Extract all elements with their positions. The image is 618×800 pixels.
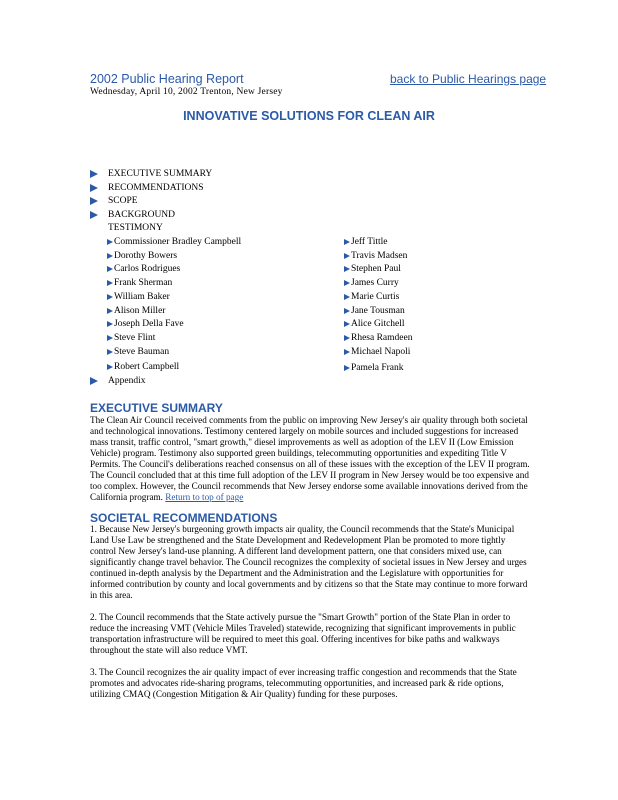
testimony-name: Rhesa Ramdeen xyxy=(351,333,413,343)
testimony-name: Jane Tousman xyxy=(351,306,405,316)
testimony-link[interactable] xyxy=(107,305,165,317)
testimony-name: Steve Flint xyxy=(114,333,156,343)
bullet-arrow-icon xyxy=(90,197,98,205)
testimony-link[interactable] xyxy=(344,332,412,344)
testimony-link[interactable] xyxy=(107,250,177,262)
arrow-icon xyxy=(344,266,350,272)
testimony-link[interactable] xyxy=(107,236,241,248)
toc-label: RECOMMENDATIONS xyxy=(108,183,204,193)
executive-summary-text xyxy=(90,415,530,503)
recommendation-2: 2. The Council recommends that the State actively pursue the "Smart Growth" portion of the State Plan in order to reduce the increasing VMT (Vehicle Miles Traveled) statewide, recognizing that significant improvements in public transportation infrastructure will be required to meet this goal. Offering incentives for bike paths and walkways throughout the state will also reduce VMT. xyxy=(90,612,516,655)
arrow-icon xyxy=(107,239,113,245)
testimony-name: Carlos Rodrigues xyxy=(114,264,181,274)
toc-label: BACKGROUND xyxy=(108,210,176,220)
toc-item-background[interactable] xyxy=(90,209,175,221)
testimony-name: Marie Curtis xyxy=(351,292,400,302)
date-line: Wednesday, April 10, 2002 Trenton, New Jersey xyxy=(90,87,283,97)
testimony-name: Alison Miller xyxy=(114,306,166,316)
toc-label: SCOPE xyxy=(108,196,138,206)
testimony-name: Joseph Della Fave xyxy=(114,319,184,329)
arrow-icon xyxy=(344,308,350,314)
report-title: 2002 Public Hearing Report xyxy=(90,72,244,86)
arrow-icon xyxy=(107,335,113,341)
testimony-name: Frank Sherman xyxy=(114,278,173,288)
recommendation-3: 3. The Council recognizes the air quality impact of ever increasing traffic congestion and recommends that the State promotes and advocates ride-sharing programs, telecommuting opportunities, and increased park & ride options, utilizing CMAQ (Congestion Mitigation & Air Quality) funding for these purposes. xyxy=(90,667,517,699)
bullet-arrow-icon xyxy=(90,377,98,385)
bullet-arrow-icon xyxy=(90,184,98,192)
arrow-icon xyxy=(107,253,113,259)
toc-label: EXECUTIVE SUMMARY xyxy=(108,169,213,179)
testimony-link[interactable] xyxy=(107,346,169,358)
testimony-name: Commissioner Bradley Campbell xyxy=(114,237,242,247)
arrow-icon xyxy=(344,365,350,371)
back-to-public-hearings-link[interactable]: back to Public Hearings page xyxy=(390,72,547,86)
arrow-icon xyxy=(107,280,113,286)
testimony-name: James Curry xyxy=(351,278,399,288)
testimony-name: Steve Bauman xyxy=(114,347,170,357)
testimony-link[interactable] xyxy=(344,346,410,358)
testimony-link[interactable] xyxy=(344,263,401,275)
arrow-icon xyxy=(107,321,113,327)
testimony-link[interactable] xyxy=(344,250,407,262)
arrow-icon xyxy=(344,280,350,286)
arrow-icon xyxy=(107,266,113,272)
page-title: INNOVATIVE SOLUTIONS FOR CLEAN AIR xyxy=(183,109,435,123)
toc-label: TESTIMONY xyxy=(108,223,163,233)
executive-summary-heading: EXECUTIVE SUMMARY xyxy=(90,401,223,415)
bullet-arrow-icon xyxy=(90,211,98,219)
arrow-icon xyxy=(344,349,350,355)
paragraph-text: The Clean Air Council received comments from the public on improving New Jersey's air quality through both societal and technological innovations. Testimony centered largely on mobile sources and included suggestions for increased mass transit, traffic control, "smart growth," diesel improvements as well as adoption of the LEV II (Low Emission Vehicle) program. Testimony also supported green buildings, telecommuting opportunities and expediting Title V Permits. The Council's deliberations reached consensus on all of these issues with the exception of the LEV II program. The Council concluded that at this time full adoption of the LEV II program in New Jersey would be too expensive and too complex. However, the Council recommends that New Jersey endorse some available innovations derived from the California program. xyxy=(90,415,530,502)
arrow-icon xyxy=(344,239,350,245)
testimony-link[interactable] xyxy=(344,362,404,374)
arrow-icon xyxy=(107,308,113,314)
testimony-name: Jeff Tittle xyxy=(351,237,388,247)
testimony-name: Stephen Paul xyxy=(351,264,401,274)
societal-recommendations-heading: SOCIETAL RECOMMENDATIONS xyxy=(90,511,278,525)
testimony-name: William Baker xyxy=(114,292,170,302)
testimony-link[interactable] xyxy=(344,305,405,317)
testimony-link[interactable] xyxy=(107,277,172,289)
testimony-name: Dorothy Bowers xyxy=(114,251,178,261)
toc-item-executive-summary[interactable] xyxy=(90,168,212,180)
arrow-icon xyxy=(107,294,113,300)
testimony-link[interactable] xyxy=(344,277,399,289)
testimony-name: Michael Napoli xyxy=(351,347,411,357)
toc-item-scope[interactable] xyxy=(90,195,138,207)
testimony-link[interactable] xyxy=(107,361,179,373)
return-to-top-link[interactable]: Return to top of page xyxy=(165,492,244,502)
testimony-link[interactable] xyxy=(107,332,155,344)
arrow-icon xyxy=(344,321,350,327)
testimony-name: Pamela Frank xyxy=(351,363,404,373)
toc-item-recommendations[interactable] xyxy=(90,182,204,194)
testimony-link[interactable] xyxy=(107,291,170,303)
testimony-name: Alice Gitchell xyxy=(351,319,405,329)
testimony-link[interactable] xyxy=(344,291,399,303)
arrow-icon xyxy=(107,364,113,370)
testimony-link[interactable] xyxy=(344,236,388,248)
toc-label: Appendix xyxy=(108,376,146,386)
arrow-icon xyxy=(344,253,350,259)
arrow-icon xyxy=(344,294,350,300)
recommendation-1: 1. Because New Jersey's burgeoning growth impacts air quality, the Council recommends that the State's Municipal Land Use Law be strengthened and the State Development and Redevelopment Plan be promoted to more tightly control New Jersey's land-use planning. A different land development pattern, one that considers mixed use, can significantly change travel behavior. The Council recognizes the complexity of societal issues in New Jersey and urges continued in-depth analysis by the Department and the Administration and the Legislature with opportunities for informed contribution by county and local governments and by citizens so that the State may continue to more forward in this area. xyxy=(90,524,528,600)
bullet-arrow-icon xyxy=(90,170,98,178)
testimony-name: Travis Madsen xyxy=(351,251,408,261)
arrow-icon xyxy=(107,349,113,355)
testimony-link[interactable] xyxy=(344,318,405,330)
testimony-name: Robert Campbell xyxy=(114,362,180,372)
toc-item-appendix[interactable] xyxy=(90,375,145,387)
toc-item-testimony xyxy=(90,222,163,234)
testimony-link[interactable] xyxy=(107,318,184,330)
testimony-link[interactable] xyxy=(107,263,180,275)
arrow-icon xyxy=(344,335,350,341)
